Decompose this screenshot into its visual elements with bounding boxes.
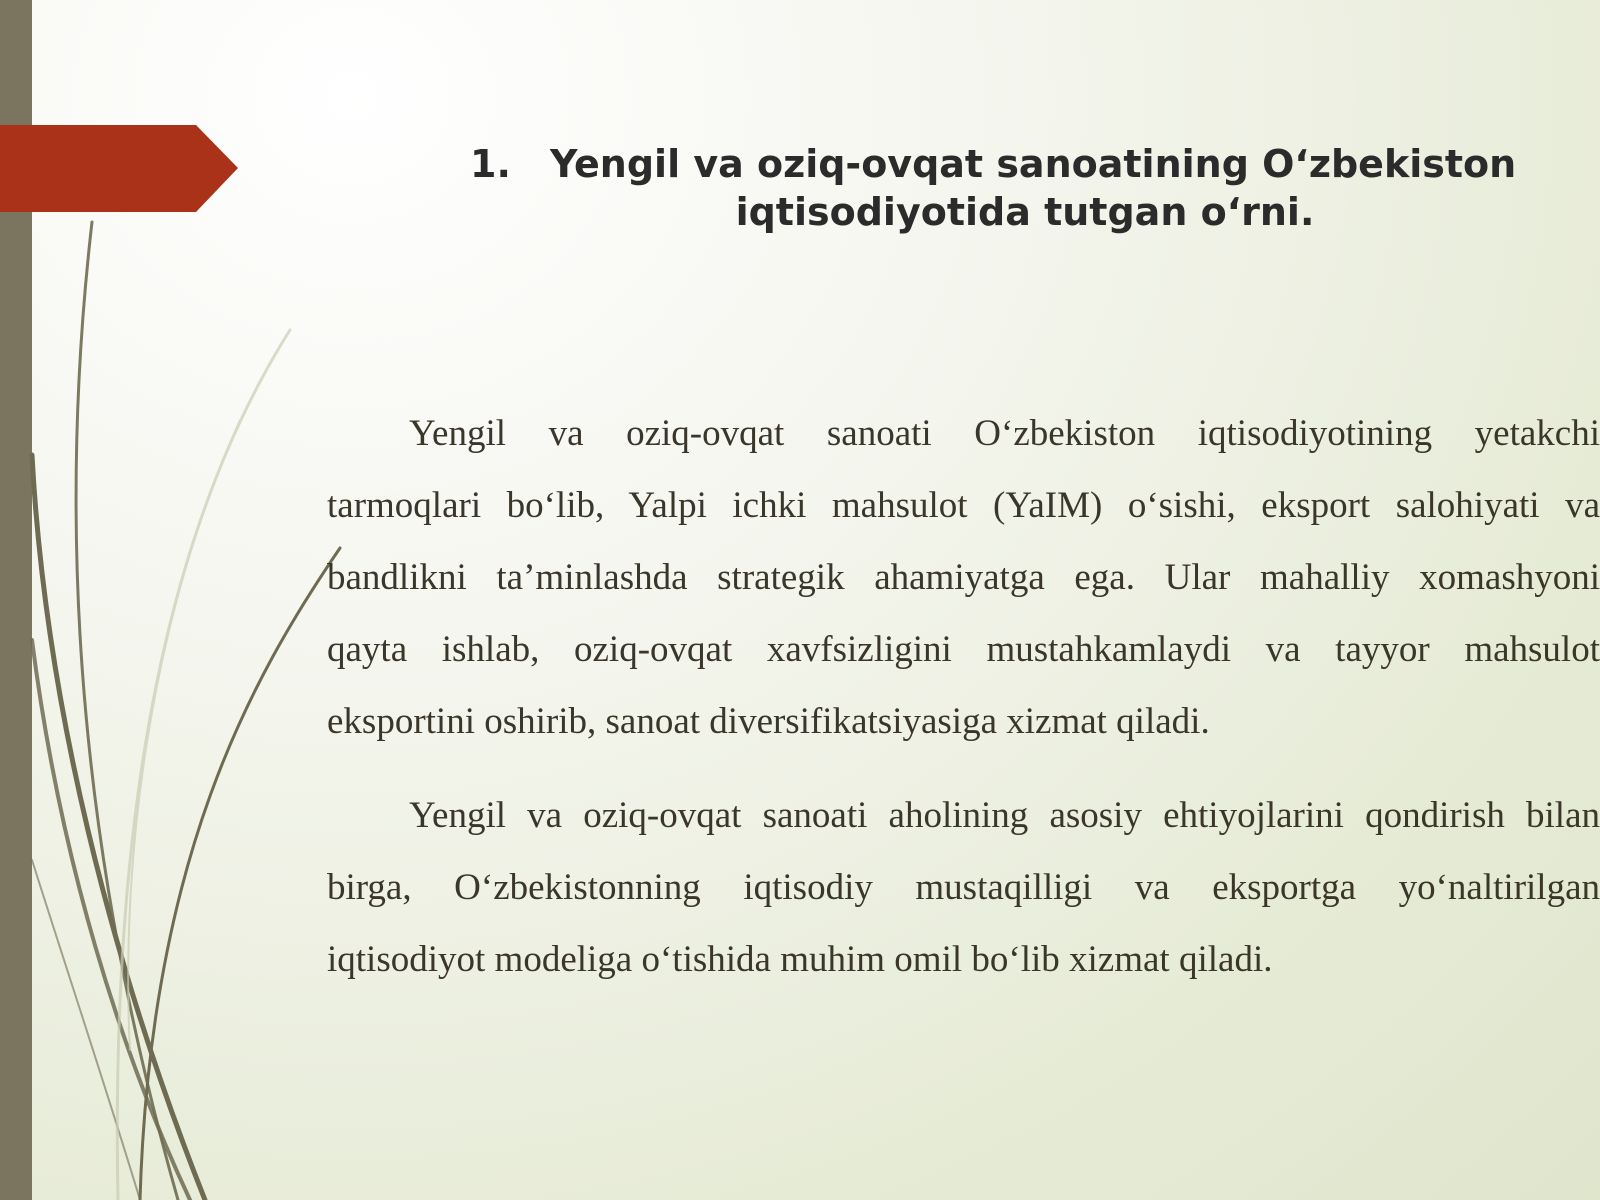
paragraph-2 (327, 780, 1600, 996)
title-number: 1. (470, 142, 511, 186)
paragraph-line: birga, O‘zbekistonning iqtisodiy mustaqilligi va eksportga yo‘naltirilgan (327, 867, 1600, 908)
paragraph-line: tarmoqlari bo‘lib, Yalpi ichki mahsulot (YaIM) o‘sishi, eksport salohiyati va (327, 485, 1600, 526)
paragraph-line: Yengil va oziq-ovqat sanoati aholining asosiy ehtiyojlarini qondirish bilan (409, 795, 1600, 836)
slide-body (327, 398, 1600, 1018)
title-line-2: iqtisodiyotida tutgan o‘rni. (735, 190, 1315, 234)
paragraph-line: qayta ishlab, oziq-ovqat xavfsizligini mustahkamlaydi va tayyor mahsulot (327, 629, 1600, 670)
arrow-tab-shape (0, 125, 238, 212)
paragraph-line: iqtisodiyot modeliga o‘tishida muhim omil bo‘lib xizmat qiladi. (327, 939, 1273, 980)
paragraph-line: Yengil va oziq-ovqat sanoati O‘zbekiston iqtisodiyotining yetakchi (409, 413, 1600, 454)
paragraph-line: eksportini oshirib, sanoat diversifikatsiyasiga xizmat qiladi. (327, 701, 1210, 742)
slide-title (470, 140, 1550, 236)
title-line-1: Yengil va oziq-ovqat sanoatining O‘zbekiston (550, 142, 1517, 186)
paragraph-1 (327, 398, 1600, 758)
paragraph-line: bandlikni ta’minlashda strategik ahamiyatga ega. Ular mahalliy xomashyoni (327, 557, 1600, 598)
